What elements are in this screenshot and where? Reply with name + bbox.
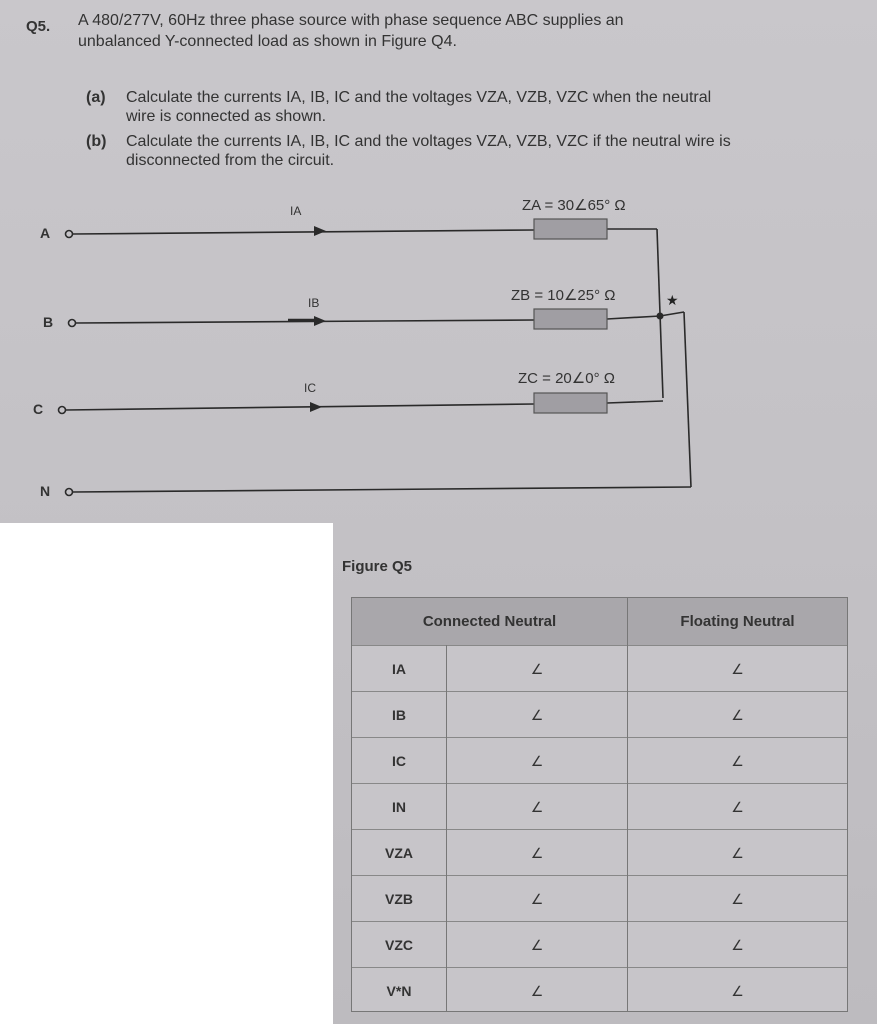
row-label: IC — [392, 753, 406, 769]
part-b-label: (b) — [86, 133, 107, 150]
table-row — [352, 967, 847, 1014]
star-icon: ★ — [666, 292, 679, 308]
figure-caption: Figure Q5 — [342, 558, 413, 575]
cell-floating: ∠ — [731, 706, 744, 723]
terminal-a-label: A — [40, 225, 51, 241]
terminal-b-node — [69, 320, 76, 327]
table-divider-label — [446, 645, 447, 1011]
answer-table — [351, 597, 848, 1012]
terminal-c-node — [59, 407, 66, 414]
cell-connected: ∠ — [530, 706, 544, 723]
part-a-line-2: wire is connected as shown. — [126, 108, 327, 125]
blank-region — [0, 523, 333, 1024]
impedance-zc-box — [534, 393, 607, 413]
row-label: VZB — [385, 891, 413, 907]
wire-n — [73, 487, 691, 492]
table-row — [352, 921, 847, 968]
wire-b-right — [607, 316, 660, 319]
arrow-ia — [314, 226, 326, 236]
current-ic-label: IC — [304, 381, 316, 395]
row-label: IN — [392, 799, 406, 815]
cell-connected: ∠ — [530, 936, 544, 953]
impedance-za-label: ZA = 30∠65° Ω — [522, 197, 626, 214]
cell-floating: ∠ — [731, 936, 744, 953]
table-row — [352, 737, 847, 784]
wire-neutral-link — [660, 312, 684, 316]
cell-connected: ∠ — [530, 844, 544, 861]
cell-floating: ∠ — [731, 890, 744, 907]
cell-connected: ∠ — [530, 890, 544, 907]
table-row — [352, 645, 847, 692]
impedance-zc-label: ZC = 20∠0° Ω — [518, 370, 615, 387]
part-b-line-2: disconnected from the circuit. — [126, 152, 335, 169]
impedance-zb-box — [534, 309, 607, 329]
question-text — [78, 10, 778, 52]
wire-c — [66, 404, 534, 410]
question-line-1: A 480/277V, 60Hz three phase source with phase sequence ABC supplies an — [78, 12, 624, 29]
cell-connected: ∠ — [530, 798, 544, 815]
table-divider-middle — [627, 598, 628, 1011]
wire-a — [73, 230, 534, 234]
impedance-zb-label: ZB = 10∠25° Ω — [511, 287, 616, 304]
cell-connected: ∠ — [530, 752, 544, 769]
current-ia-label: IA — [290, 204, 302, 218]
impedance-za-box — [534, 219, 607, 239]
question-number: Q5. — [26, 18, 51, 35]
part-a-label: (a) — [86, 89, 106, 106]
terminal-c-label: C — [33, 401, 44, 417]
neutral-node-dot — [657, 313, 664, 320]
part-a-line-1: Calculate the currents IA, IB, IC and the voltages VZA, VZB, VZC when the neutral — [126, 89, 712, 106]
cell-connected: ∠ — [530, 982, 544, 999]
header-floating-neutral: Floating Neutral — [628, 598, 847, 645]
table-row — [352, 829, 847, 876]
cell-floating: ∠ — [731, 844, 744, 861]
terminal-b-label: B — [43, 314, 54, 330]
question-line-2: unbalanced Y-connected load as shown in Figure Q4. — [78, 33, 457, 50]
table-row — [352, 783, 847, 830]
wire-neutral-vertical — [684, 312, 691, 487]
cell-floating: ∠ — [731, 798, 744, 815]
table-row — [352, 875, 847, 922]
part-b-line-1: Calculate the currents IA, IB, IC and the voltages VZA, VZB, VZC if the neutral wire is — [126, 133, 731, 150]
current-ib-label: IB — [308, 296, 320, 310]
terminal-n-label: N — [40, 483, 51, 499]
cell-connected: ∠ — [530, 660, 544, 677]
cell-floating: ∠ — [731, 660, 744, 677]
cell-floating: ∠ — [731, 752, 744, 769]
wire-c-right — [607, 401, 663, 403]
row-label: VZA — [385, 845, 413, 861]
header-connected-neutral: Connected Neutral — [352, 598, 627, 645]
terminal-a-node — [66, 231, 73, 238]
circuit-diagram — [0, 180, 877, 510]
row-label: V*N — [386, 983, 412, 999]
table-row — [352, 691, 847, 738]
row-label: IA — [392, 661, 406, 677]
terminal-n-node — [66, 489, 73, 496]
cell-floating: ∠ — [731, 982, 744, 999]
row-label: VZC — [385, 937, 413, 953]
row-label: IB — [392, 707, 406, 723]
arrow-ic — [310, 402, 322, 412]
